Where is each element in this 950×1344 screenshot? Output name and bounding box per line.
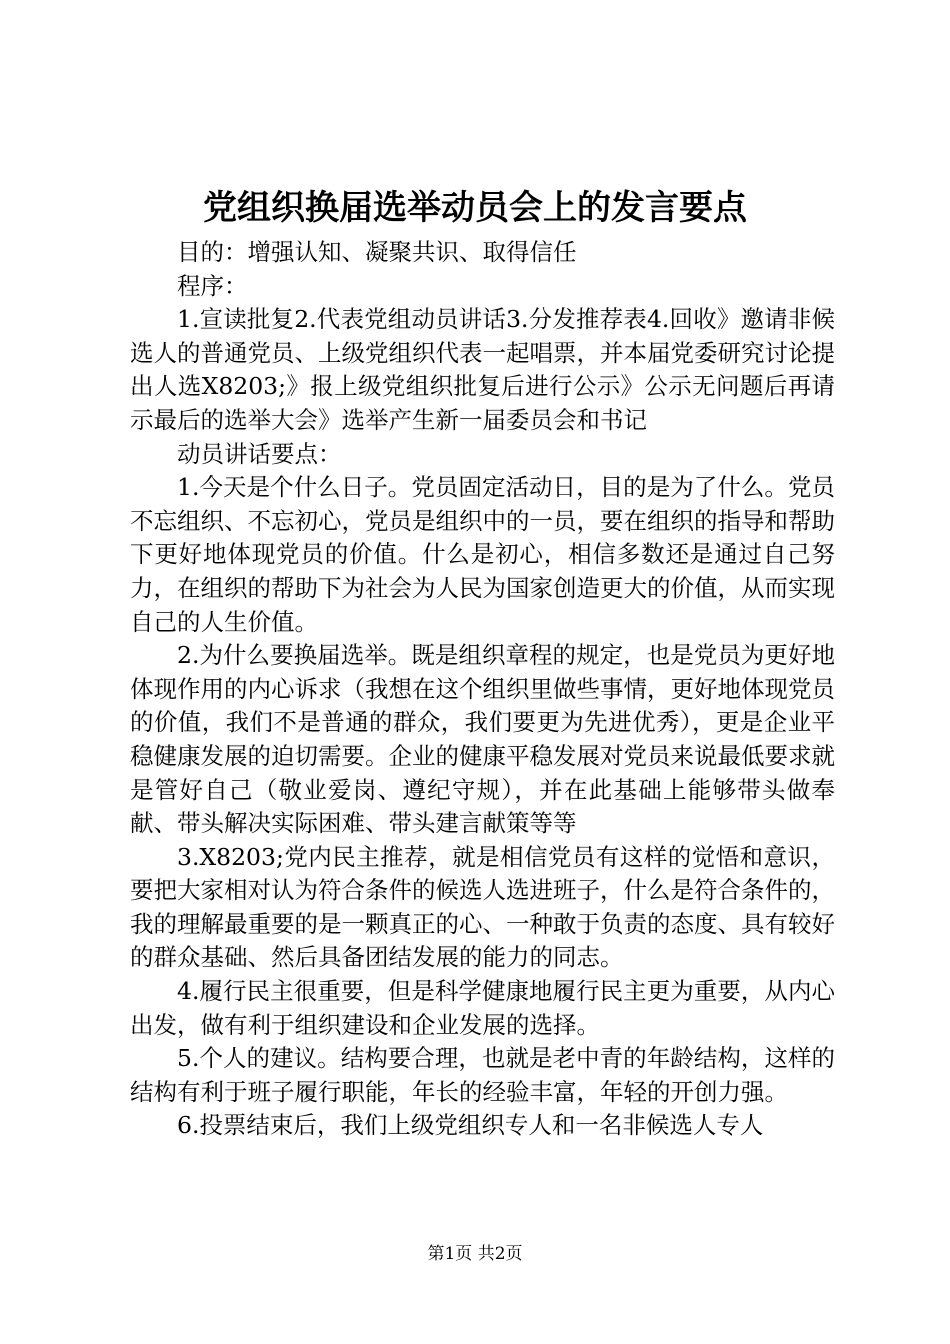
page-number-footer: 第1页 共2页	[427, 1244, 523, 1264]
paragraph-point-6: 6.投票结束后，我们上级党组织专人和一名非候选人专人	[177, 1111, 764, 1140]
paragraph-point-3: 3.X8203;党内民主推荐，就是相信党员有这样的觉悟和意识，要把大家相对认为符合条件的候选人选进班子，什么是符合条件的，我的理解最重要的是一颗真正的心、一种敢于负责的态度、具有较好的群众基础、然后具备团结发展的能力的同志。	[130, 842, 835, 972]
paragraph-procedure-heading: 程序：	[177, 271, 248, 300]
paragraph-procedure-steps: 1.宣读批复2.代表党组动员讲话3.分发推荐表4.回收》邀请非候选人的普通党员、上级党组织代表一起唱票，并本届党委研究讨论提出人选X8203;》报上级党组织批复后进行公示》公示无问题后再请示最后的选举大会》选举产生新一届委员会和书记	[130, 305, 835, 434]
document-title: 党组织换届选举动员会上的发言要点	[203, 188, 747, 228]
document-body	[130, 236, 835, 1143]
paragraph-point-5: 5.个人的建议。结构要合理，也就是老中青的年龄结构，这样的结构有利于班子履行职能，年长的经验丰富，年轻的开创力强。	[130, 1044, 835, 1106]
paragraph-point-1: 1.今天是个什么日子。党员固定活动日，目的是为了什么。党员不忘组织、不忘初心，党员是组织中的一员，要在组织的指导和帮助下更好地体现党员的价值。什么是初心，相信多数还是通过自己努力，在组织的帮助下为社会为人民为国家创造更大的价值，从而实现自己的人生价值。	[130, 473, 835, 636]
paragraph-point-2: 2.为什么要换届选举。既是组织章程的规定，也是党员为更好地体现作用的内心诉求（我想在这个组织里做些事情，更好地体现党员的价值，我们不是普通的群众，我们要更为先进优秀），更是企业平稳健康发展的迫切需要。企业的健康平稳发展对党员来说最低要求就是管好自己（敬业爱岗、遵纪守规），并在此基础上能够带头做奉献、带头解决实际困难、带头建言献策等等	[130, 641, 835, 838]
paragraph-purpose: 目的：增强认知、凝聚共识、取得信任	[177, 238, 577, 266]
paragraph-speech-points-heading: 动员讲话要点：	[177, 439, 342, 468]
paragraph-point-4: 4.履行民主很重要，但是科学健康地履行民主更为重要，从内心出发，做有利于组织建设和企业发展的选择。	[130, 977, 835, 1039]
